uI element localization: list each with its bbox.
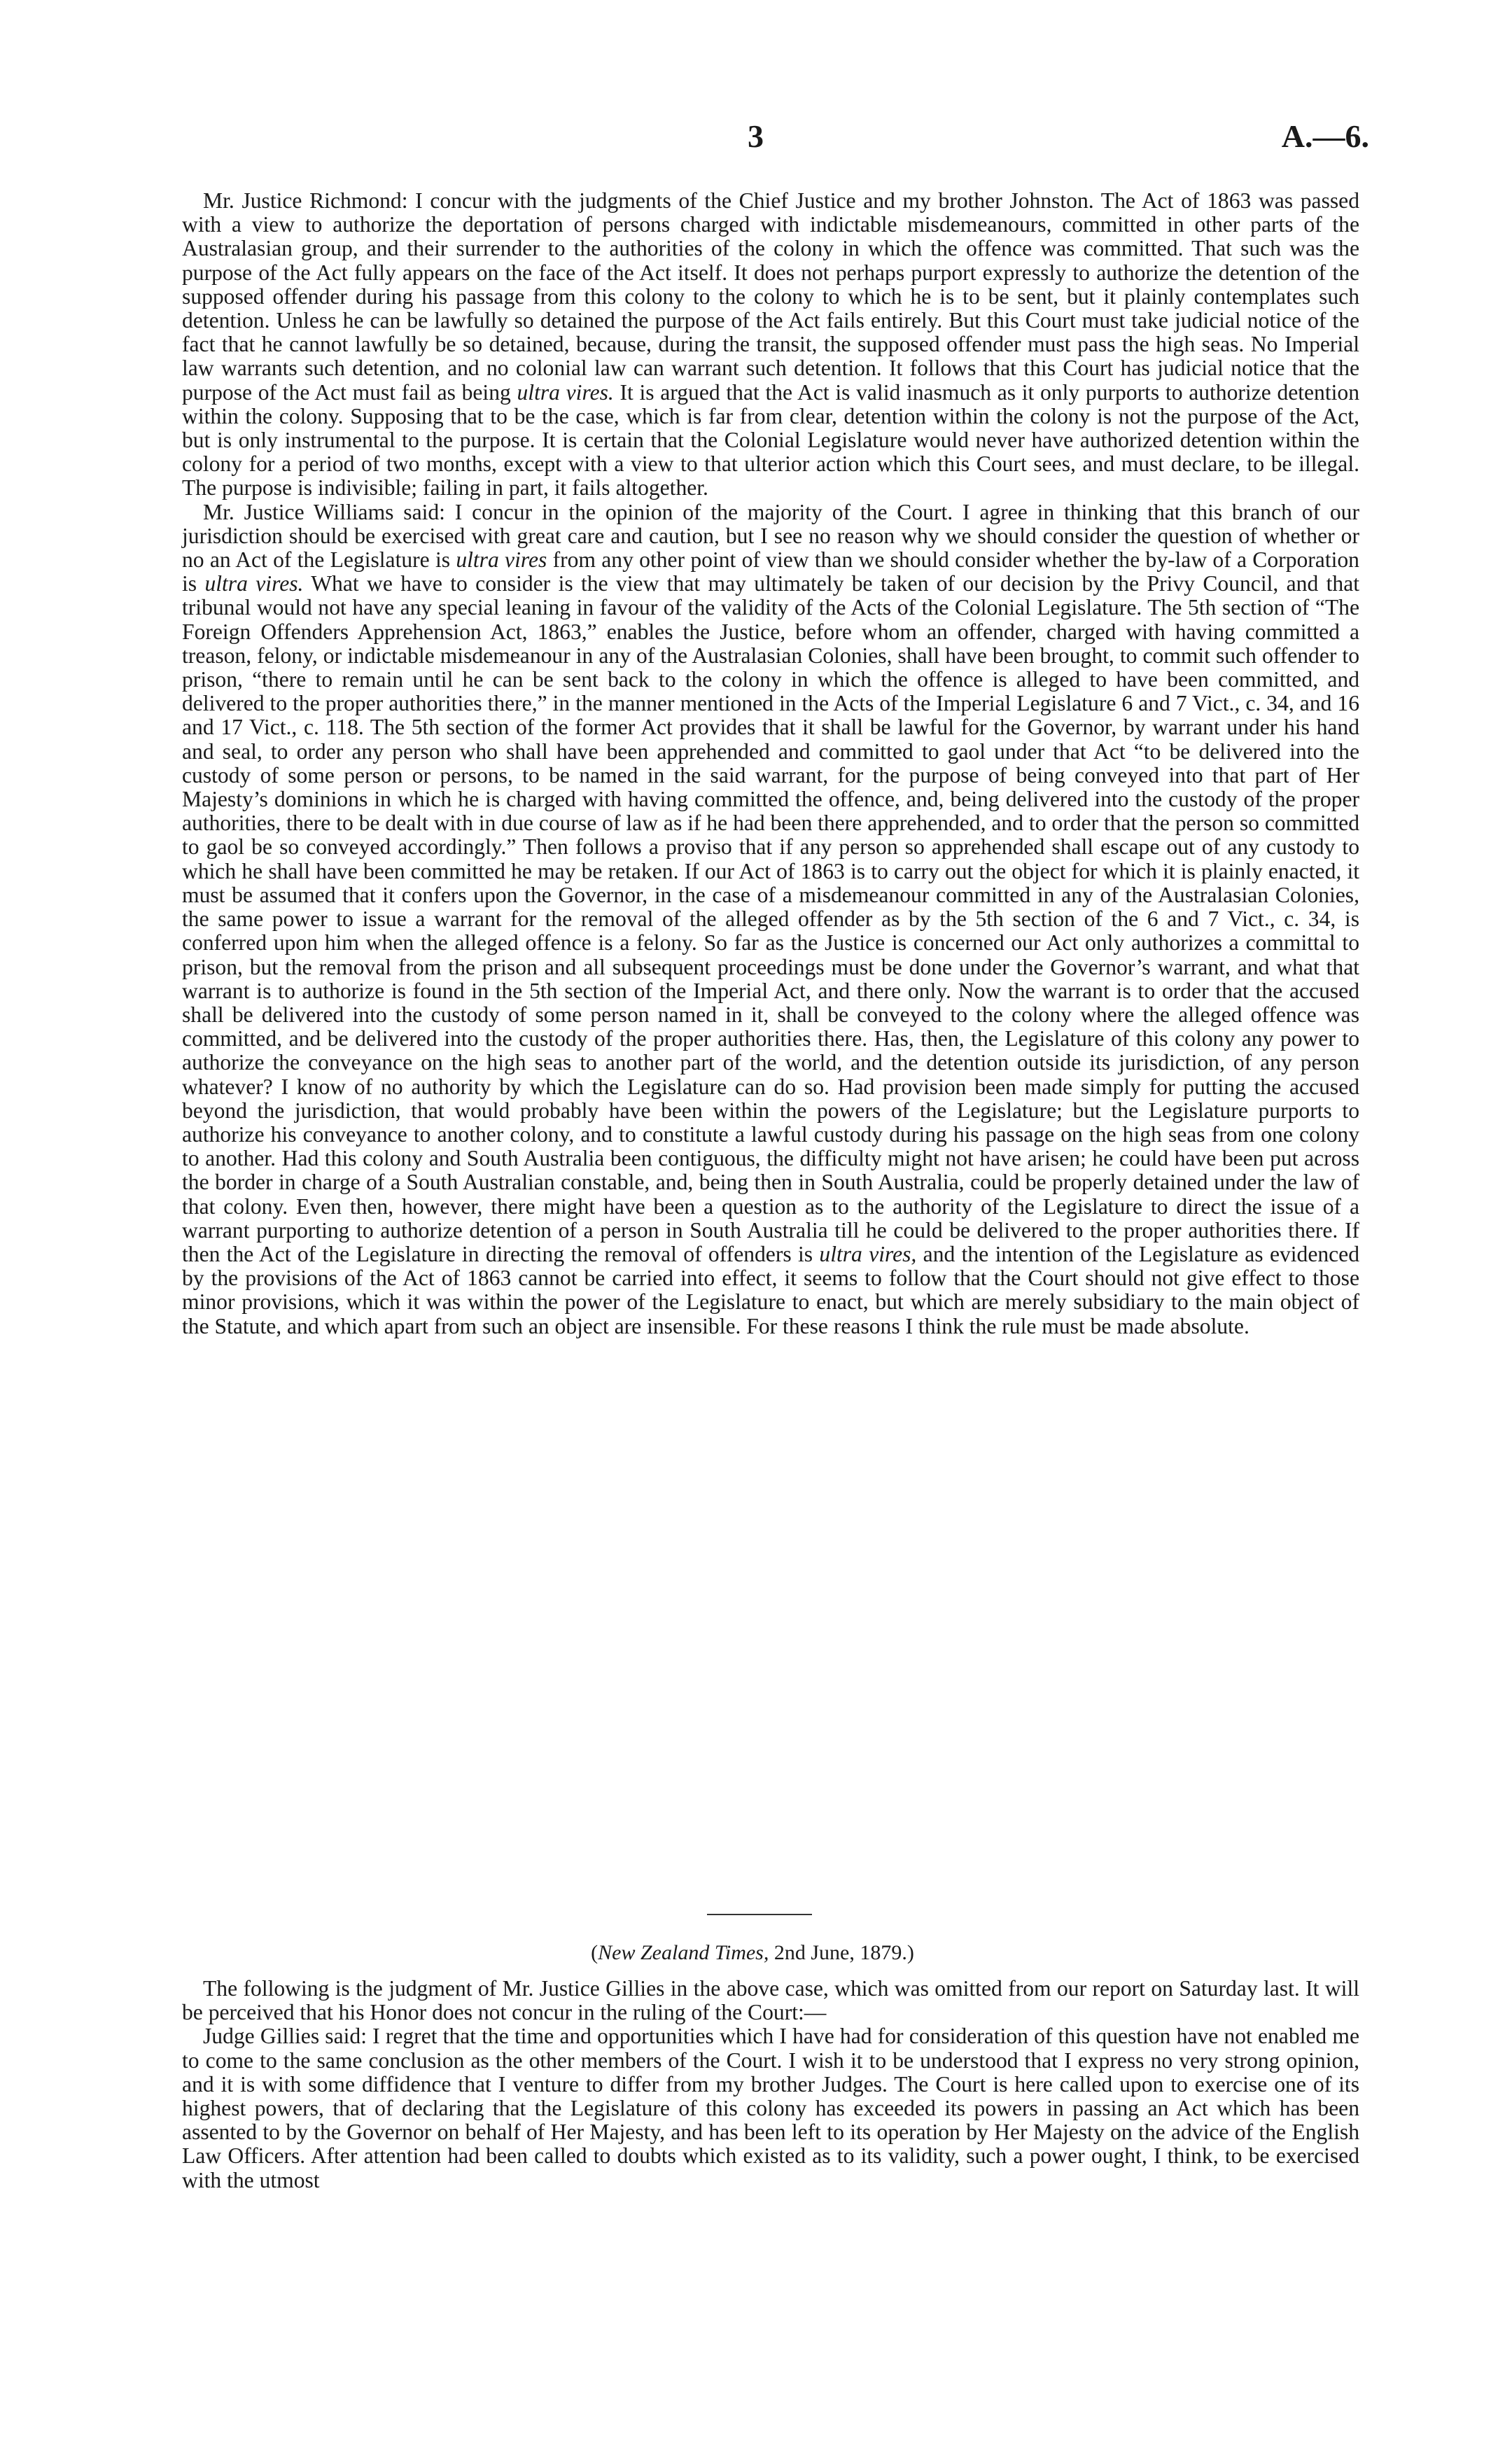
gillies-intro: The following is the judgment of Mr. Justice Gillies in the above case, which was omitted from our report on Saturday last. It will be perceived that his Honor does not concur in the ruling of the Court:— [182, 1976, 1359, 2025]
page-number: 3 [748, 118, 764, 154]
richmond-judgment: Mr. Justice Richmond: I concur with the judgments of the Chief Justice and my brother Johnston. The Act of 1863 was passed with a view to authorize the deportation of persons charged with indictable misdemeanours, committed in other parts of the Australasian group, and their surrender to the authorities of the colony in which the offence was committed. That such was the purpose of the Act fully appears on the face of the Act itself. It does not perhaps purport expressly to authorize the detention of the supposed offender during his passage from this colony to the colony to which he is to be sent, but it plainly contemplates such detention. Unless he can be lawfully so detained the purpose of the Act fails entirely. But this Court must take judicial notice of the fact that he cannot lawfully be so detained, because, during the transit, the supposed offender must pass the high seas. No Imperial law warrants such detention, and no colonial law can warrant such detention. It follows that this Court has judicial notice that the purpose of the Act must fail as being ultra vires. It is argued that the Act is valid inasmuch as it only purports to authorize detention within the colony. Supposing that to be the case, which is far from clear, detention within the colony is not the purpose of the Act, but is only instrumental to the purpose. It is certain that the Colonial Legislature would never have authorized detention within the colony for a period of two months, except with a view to that ulterior action which this Court sees, and must declare, to be illegal. The purpose is indivisible; failing in part, it fails altogether. [182, 188, 1360, 500]
gillies-judgment: Judge Gillies said: I regret that the time and opportunities which I have had for consideration of this question have not enabled me to come to the same conclusion as the other members of the Court. I wish it to be understood that I express no very strong opinion, and it is with some diffidence that I venture to differ from my brother Judges. The Court is here called upon to exercise one of its highest powers, that of declaring that the Legislature of this colony has exceeded its powers in passing an Act which has been assented to by the Governor on behalf of Her Majesty, and has been left to its operation by Her Majesty on the advice of the English Law Officers. After attention had been called to doubts which existed as to its validity, such a power ought, I think, to be exercised with the utmost [182, 2024, 1359, 2192]
williams-judgment: Mr. Justice Williams said: I concur in the opinion of the majority of the Court. I agree in thinking that this branch of our jurisdiction should be exercised with great care and caution, but I see no reason why we should consider the question of whether or no an Act of the Legislature is ultra vires from any other point of view than we should consider whether the by-law of a Corporation is ultra vires. What we have to consider is the view that may ultimately be taken of our decision by the Privy Council, and that tribunal would not have any special leaning in favour of the validity of the Acts of the Colonial Legislature. The 5th section of “The Foreign Offenders Apprehension Act, 1863,” enables the Justice, before whom an offender, charged with having committed a treason, felony, or indictable misdemeanour in any of the Australasian Colonies, shall have been brought, to commit such offender to prison, “there to remain until he can be sent back to the colony in which the offence is alleged to have been committed, and delivered to the proper authorities there,” in the manner mentioned in the Acts of the Imperial Legislature 6 and 7 Vict., c. 34, and 16 and 17 Vict., c. 118. The 5th section of the former Act provides that it shall be lawful for the Governor, by warrant under his hand and seal, to order any person who shall have been apprehended and committed to gaol under that Act “to be delivered into the custody of some person or persons, to be named in the said warrant, for the purpose of being conveyed into that part of Her Majesty’s dominions in which he is charged with having committed the offence, and, being delivered into the custody of the proper authorities, there to be dealt with in due course of law as if he had been there apprehended, and to order that the person so committed to gaol be so conveyed accordingly.” Then follows a proviso that if any person so apprehended shall escape out of any custody to which he shall have been committed he may be retaken. If our Act of 1863 is to carry out the object for which it is plainly enacted, it must be assumed that it confers upon the Governor, in the case of a misdemeanour committed in any of the Australasian Colonies, the same power to issue a warrant for the removal of the alleged offender as by the 5th section of the 6 and 7 Vict., c. 34, is conferred upon him when the alleged offence is a felony. So far as the Justice is concerned our Act only authorizes a committal to prison, but the removal from the prison and all subsequent proceedings must be done under the Governor’s warrant, and what that warrant is to authorize is found in the 5th section of the Imperial Act, and there only. Now the warrant is to order that the accused shall be delivered into the custody of some person named in it, shall be conveyed to the colony where the alleged offence was committed, and be delivered into the custody of the proper authorities there. Has, then, the Legislature of this colony any power to authorize the conveyance on the high seas to another part of the world, and the detention outside its jurisdiction, of any person whatever? I know of no authority by which the Legislature can do so. Had provision been made simply for putting the accused beyond the jurisdiction, that would probably have been within the powers of the Legislature; but the Legislature purports to authorize his conveyance to another colony, and to constitute a lawful custody during his passage on the high seas from one colony to another. Had this colony and South Australia been contiguous, the difficulty might not have arisen; he could have been put across the border in charge of a South Australian constable, and, being then in South Australia, could be properly detained under the law of that colony. Even then, however, there might have been a question as to the authority of the Legislature to direct the issue of a warrant purporting to authorize detention of a person in South Australia till he could be delivered to the proper authorities there. If then the Act of the Legislature in directing the removal of offenders is ultra vires, and the intention of the Legislature as evidenced by the provisions of the Act of 1863 cannot be carried into effect, it seems to follow that the Court should not give effect to those minor provisions, which it was within the power of the Legislature to enact, but which are merely subsidiary to the main object of the Statute, and which apart from such an object are insensible. For these reasons I think the rule must be made absolute. [182, 499, 1360, 1338]
page-header [0, 118, 1505, 160]
document-reference: A.—6. [1281, 118, 1369, 154]
gillies-section [182, 1977, 1359, 2192]
section-divider [707, 1914, 812, 1915]
judgments-body [182, 189, 1359, 1338]
source-attribution: (New Zealand Times, 2nd June, 1879.) [591, 1941, 914, 1964]
